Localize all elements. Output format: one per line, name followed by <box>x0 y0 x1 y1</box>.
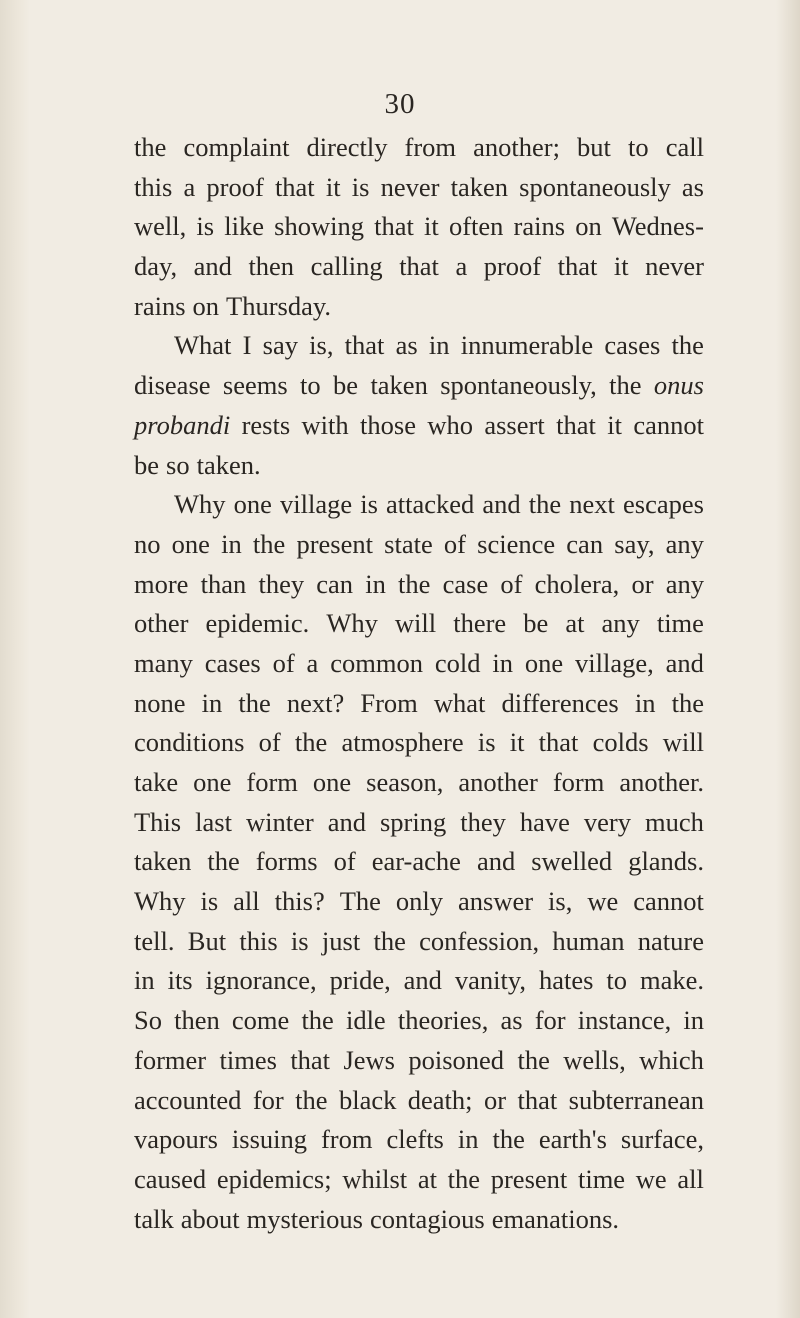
word: they <box>460 806 506 837</box>
word: like <box>224 211 264 242</box>
word: is <box>200 886 219 917</box>
word: epidemic. <box>205 608 310 639</box>
word: From <box>360 687 418 718</box>
word: pride, <box>329 965 391 996</box>
word: What <box>174 330 232 361</box>
word: times <box>219 1044 277 1075</box>
word: time <box>577 1163 626 1194</box>
word: another; <box>473 132 560 162</box>
word: for <box>534 1005 566 1036</box>
word: This <box>134 806 182 837</box>
word: ear-ache <box>371 846 461 877</box>
word: or <box>631 568 654 599</box>
word: then <box>174 1005 220 1036</box>
word: to <box>606 965 628 996</box>
word: glands. <box>628 846 704 877</box>
word: who <box>427 409 473 440</box>
word: more <box>134 568 189 599</box>
word: complaint <box>183 132 290 162</box>
word: it <box>613 251 629 282</box>
word: very <box>583 806 632 837</box>
word: the <box>301 1005 334 1036</box>
word: the <box>517 1044 550 1075</box>
word: is, <box>309 330 334 361</box>
word: much <box>645 806 704 837</box>
word: at <box>565 608 585 639</box>
word: talk <box>134 1203 174 1234</box>
word: be <box>523 608 549 639</box>
word: the <box>398 568 431 599</box>
word: wells, <box>563 1044 626 1075</box>
word: escapes <box>623 489 704 520</box>
word: Jews <box>343 1044 395 1075</box>
word: all <box>677 1163 704 1194</box>
word: all <box>233 886 260 917</box>
word: or <box>483 1084 507 1115</box>
word: village <box>280 489 353 520</box>
word: poisoned <box>408 1044 505 1075</box>
word: of <box>333 846 356 877</box>
word: ignorance, <box>205 965 317 996</box>
word: to <box>300 370 321 401</box>
text-line <box>134 168 704 208</box>
word: clefts <box>386 1124 444 1155</box>
word: the <box>238 687 271 718</box>
word: showing <box>274 211 364 242</box>
word: The <box>339 886 381 917</box>
text-line <box>134 684 704 724</box>
text-line <box>134 446 704 486</box>
word: differences <box>501 687 619 718</box>
word: this? <box>274 886 325 917</box>
word: is <box>351 171 370 202</box>
word: So <box>134 1005 162 1036</box>
word: will <box>662 727 704 758</box>
word: of <box>500 568 523 599</box>
word: that <box>399 251 439 282</box>
text-line <box>134 485 704 525</box>
word: in <box>683 1005 704 1036</box>
word: this <box>134 171 173 202</box>
word: never <box>645 251 704 282</box>
word: surface, <box>620 1124 704 1155</box>
word: is <box>196 211 215 242</box>
word: one <box>312 767 352 797</box>
word: the <box>671 330 704 361</box>
word: in <box>634 687 656 718</box>
word: former <box>134 1044 207 1075</box>
text-line <box>134 1081 704 1121</box>
word: in <box>201 687 223 718</box>
word: the <box>252 528 286 559</box>
text-line <box>134 287 704 327</box>
word: any <box>601 608 640 639</box>
word: make. <box>639 965 704 996</box>
word: that <box>344 330 385 361</box>
word: human <box>552 925 625 956</box>
word: we <box>635 1163 667 1194</box>
word: earth's <box>538 1124 607 1155</box>
word: with <box>301 409 349 440</box>
word: on <box>192 290 220 321</box>
word: can <box>316 568 354 599</box>
text-line <box>134 207 704 247</box>
word: and <box>476 846 516 877</box>
word: of <box>258 727 281 758</box>
word: which <box>639 1044 704 1075</box>
word: epidemics; <box>216 1163 332 1194</box>
word: rains <box>134 290 186 321</box>
word: season, <box>366 767 444 797</box>
word: it <box>424 211 439 242</box>
word: is <box>477 727 496 758</box>
word: of <box>272 647 295 678</box>
text-line <box>134 326 704 366</box>
word: and <box>193 251 232 282</box>
word: and <box>482 489 521 520</box>
word: taken <box>450 171 508 202</box>
word: spring <box>379 806 447 837</box>
word: Thursday. <box>226 290 332 321</box>
word: it <box>325 171 341 202</box>
text-line <box>134 525 704 565</box>
word: a <box>183 171 196 202</box>
word: the <box>609 370 642 401</box>
word: next <box>569 489 615 520</box>
word: often <box>448 211 504 242</box>
word: atmosphere <box>341 727 464 758</box>
text-line <box>134 763 704 803</box>
word: that <box>556 409 596 440</box>
word: cannot <box>633 886 704 917</box>
word: hates <box>539 965 594 996</box>
word: time <box>656 608 704 639</box>
word: Wednes- <box>611 211 704 242</box>
word: calling <box>310 251 383 282</box>
word: the <box>447 1163 481 1194</box>
word: cases <box>204 647 261 678</box>
word: the <box>492 1124 525 1155</box>
word: is, <box>548 886 573 917</box>
word: present <box>296 528 373 559</box>
word: be <box>134 449 160 480</box>
word: proof <box>206 171 264 202</box>
word: as <box>500 1005 523 1036</box>
word: in <box>428 330 450 361</box>
word: take <box>134 767 179 797</box>
word: present <box>490 1163 568 1194</box>
word: any <box>665 528 704 559</box>
word: many <box>134 647 193 678</box>
word: as <box>395 330 418 361</box>
word: forms <box>255 846 318 877</box>
word: can <box>566 528 604 559</box>
word: and <box>327 806 366 837</box>
word: the <box>373 925 406 956</box>
word: well, <box>134 211 187 242</box>
word: only <box>395 886 444 917</box>
text-line <box>134 922 704 962</box>
text-line <box>134 723 704 763</box>
word: assert <box>484 409 545 440</box>
word: colds <box>592 727 649 758</box>
word: from <box>320 1124 373 1155</box>
word: that <box>290 1044 331 1075</box>
word: black <box>338 1084 397 1115</box>
word: one <box>171 528 210 559</box>
word: contagious <box>369 1203 485 1234</box>
word: come <box>231 1005 290 1036</box>
word: in <box>492 647 513 678</box>
text-line <box>134 882 704 922</box>
word: say <box>262 330 298 361</box>
word: vanity, <box>454 965 527 996</box>
word: in <box>134 965 155 996</box>
word: theories, <box>397 1005 489 1036</box>
word: the <box>134 132 167 162</box>
word: in <box>457 1124 479 1155</box>
word: seems <box>222 370 288 401</box>
text-line <box>134 1120 704 1160</box>
text-line <box>134 247 704 287</box>
body-text <box>134 128 704 1239</box>
word: the <box>671 687 704 718</box>
word: taken <box>134 846 192 877</box>
word: then <box>248 251 295 282</box>
word: form <box>552 767 605 797</box>
word: say, <box>614 528 655 559</box>
word: winter <box>245 806 314 837</box>
word: next? <box>286 687 345 718</box>
word: in <box>221 528 242 559</box>
word: onus <box>653 370 704 401</box>
word: that <box>517 1084 558 1115</box>
word: day, <box>134 251 178 282</box>
word: call <box>665 132 704 162</box>
word: cases <box>604 330 661 361</box>
word: that <box>274 171 315 202</box>
word: nature <box>637 925 704 956</box>
word: whilst <box>342 1163 408 1194</box>
word: vapours <box>134 1124 218 1155</box>
word: the <box>207 846 240 877</box>
word: spontaneously, <box>440 370 597 401</box>
text-line <box>134 366 704 406</box>
word: accounted <box>134 1084 242 1115</box>
word: to <box>627 132 649 162</box>
word: never <box>380 171 440 202</box>
text-line <box>134 961 704 1001</box>
word: that <box>538 727 579 758</box>
word: death; <box>407 1084 473 1115</box>
word: of <box>443 528 466 559</box>
word: But <box>187 925 227 956</box>
word: issuing <box>231 1124 307 1155</box>
word: cannot <box>633 409 704 440</box>
word: village, <box>575 647 654 678</box>
word: one <box>193 767 232 797</box>
word: none <box>134 687 186 718</box>
word: one <box>233 489 272 520</box>
word: for <box>252 1084 284 1115</box>
word: and <box>665 647 704 678</box>
word: is <box>290 925 309 956</box>
word: I <box>242 330 252 361</box>
word: this <box>239 925 278 956</box>
word: and <box>403 965 442 996</box>
word: in <box>365 568 386 599</box>
text-line <box>134 406 704 446</box>
word: conditions <box>134 727 245 758</box>
word: common <box>330 647 423 678</box>
word: subterranean <box>568 1084 704 1115</box>
word: the <box>294 727 328 758</box>
word: instance, <box>577 1005 672 1036</box>
word: the <box>528 489 562 520</box>
word: spontaneously <box>519 171 671 202</box>
text-line <box>134 565 704 605</box>
word: just <box>321 925 361 956</box>
word: a <box>306 647 319 678</box>
word: mysterious <box>246 1203 363 1234</box>
word: idle <box>345 1005 386 1036</box>
word: but <box>577 132 611 162</box>
word: Why <box>174 489 226 520</box>
word: Why <box>134 886 186 917</box>
word: proof <box>483 251 542 282</box>
page-edge-shadow <box>776 0 800 1318</box>
word: emanations. <box>491 1203 620 1234</box>
word: cold <box>434 647 481 678</box>
page-number: 30 <box>384 88 416 120</box>
word: as <box>681 171 704 202</box>
word: answer <box>458 886 534 917</box>
word: at <box>417 1163 437 1194</box>
word: swelled <box>531 846 613 877</box>
word: that <box>374 211 414 242</box>
word: there <box>453 608 507 639</box>
word: rests <box>241 409 291 440</box>
word: directly <box>306 132 388 162</box>
text-line <box>134 604 704 644</box>
word: science <box>477 528 556 559</box>
word: on <box>575 211 602 242</box>
word: confession, <box>419 925 540 956</box>
word: state <box>384 528 433 559</box>
word: is <box>360 489 378 520</box>
word: Why <box>326 608 378 639</box>
word: what <box>433 687 486 718</box>
text-line <box>134 128 704 168</box>
text-line <box>134 1041 704 1081</box>
word: we <box>587 886 619 917</box>
word: the <box>295 1084 328 1115</box>
word: disease <box>134 370 211 401</box>
word: last <box>195 806 232 837</box>
word: have <box>519 806 570 837</box>
word: it <box>607 409 622 440</box>
word: another <box>458 767 538 797</box>
word: so <box>166 449 190 480</box>
word: taken. <box>196 449 261 480</box>
word: probandi <box>134 409 231 440</box>
word: attacked <box>386 489 475 520</box>
word: tell. <box>134 925 175 956</box>
word: any <box>665 568 704 599</box>
word: those <box>360 409 416 440</box>
word: rains <box>513 211 566 242</box>
word: they <box>258 568 305 599</box>
text-line <box>134 644 704 684</box>
word: taken <box>370 370 428 401</box>
word: case <box>442 568 489 599</box>
word: another. <box>619 767 704 797</box>
word: it <box>509 727 525 758</box>
text-line <box>134 1001 704 1041</box>
text-line <box>134 842 704 882</box>
word: cholera, <box>534 568 620 599</box>
word: from <box>404 132 457 162</box>
word: one <box>524 647 564 678</box>
word: its <box>167 965 193 996</box>
word: that <box>557 251 598 282</box>
page-gutter-shadow <box>0 0 30 1318</box>
text-line <box>134 1160 704 1200</box>
word: than <box>200 568 247 599</box>
word: a <box>455 251 468 282</box>
word: innumerable <box>460 330 594 361</box>
text-line <box>134 803 704 843</box>
word: no <box>134 528 161 559</box>
text-line <box>134 1200 704 1240</box>
word: other <box>134 608 189 639</box>
word: caused <box>134 1163 207 1194</box>
word: be <box>333 370 359 401</box>
word: will <box>394 608 437 639</box>
word: form <box>246 767 298 797</box>
word: about <box>180 1203 240 1234</box>
